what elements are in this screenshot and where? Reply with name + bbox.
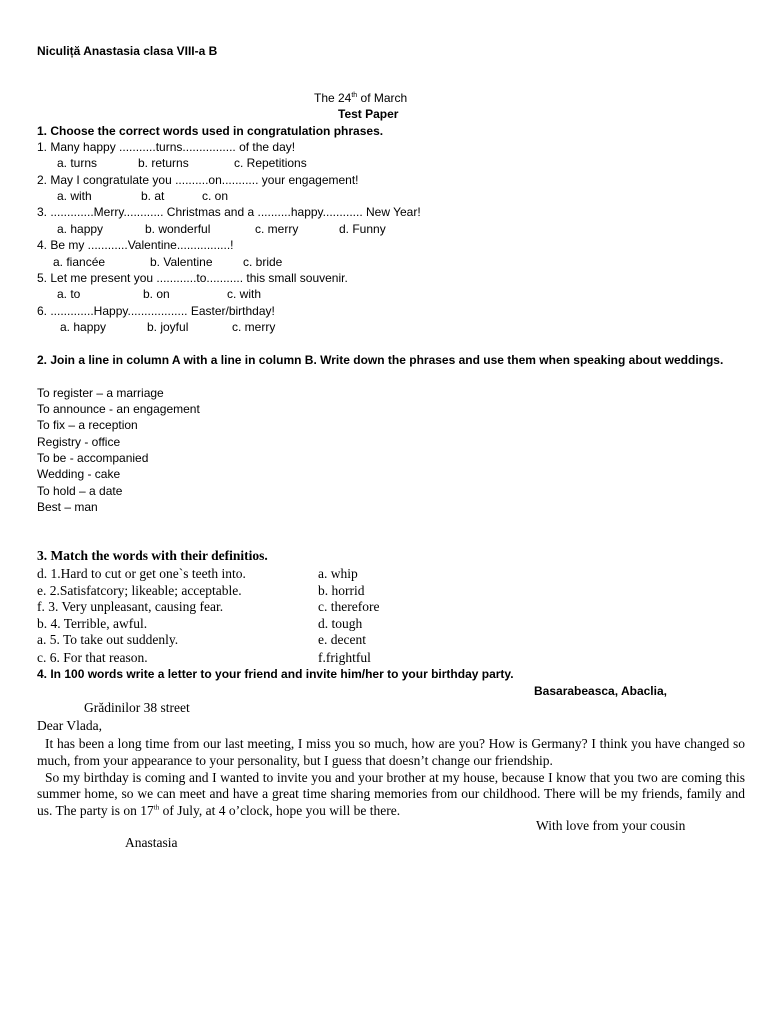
answer-option: a. fiancée [53,255,106,269]
answer-option: c. merry [255,222,299,236]
answer-option: b. Valentine [150,255,213,269]
exercise-1-question: 5. Let me present you ............to........... this small souvenir. [37,271,348,285]
letter-signature: Anastasia [125,835,178,850]
phrase-line: To announce - an engagement [37,402,200,416]
definition-text: b. 4. Terrible, awful. [37,616,148,631]
answer-option: c. merry [232,320,276,334]
exercise-1-question: 3. .............Merry............ Christmas and a ..........happy............ New Year! [37,205,421,219]
answer-option: b. at [141,189,165,203]
exercise-1-title: 1. Choose the correct words used in congratulation phrases. [37,124,384,138]
definition-text: a. 5. To take out suddenly. [37,632,179,647]
answer-option: c. on [202,189,229,203]
answer-option: a. turns [57,156,98,170]
definition-text: e. 2.Satisfatcory; likeable; acceptable. [37,583,242,598]
match-word: c. therefore [318,599,380,614]
phrase-line: To be - accompanied [37,451,149,465]
answer-option: c. bride [243,255,283,269]
letter-greeting: Dear Vlada, [37,718,102,733]
match-word: e. decent [318,632,366,647]
definition-text: d. 1.Hard to cut or get one`s teeth into. [37,566,246,581]
phrase-line: Registry - office [37,435,121,449]
phrase-line: To register – a marriage [37,386,164,400]
phrase-line: To fix – a reception [37,418,138,432]
exercise-1-question: 1. Many happy ...........turns................ of the day! [37,140,296,154]
match-word: a. whip [318,566,358,581]
answer-option: d. Funny [339,222,386,236]
answer-option: b. wonderful [145,222,211,236]
letter-body [37,736,745,820]
answer-option: a. happy [60,320,107,334]
phrase-line: Wedding - cake [37,467,121,481]
exercise-4-title: 4. In 100 words write a letter to your friend and invite him/her to your birthday party. [37,667,514,681]
answer-option: c. Repetitions [234,156,307,170]
answer-option: a. happy [57,222,104,236]
letter-address-street: Grădinilor 38 street [84,700,190,715]
definition-text: f. 3. Very unpleasant, causing fear. [37,599,224,614]
paper-title: Test Paper [338,107,399,121]
exercise-1-question: 6. .............Happy.................. Easter/birthday! [37,304,275,318]
match-word: f.frightful [318,650,371,665]
exercise-3-title: 3. Match the words with their definitios. [37,548,268,563]
match-word: b. horrid [318,583,365,598]
answer-option: b. on [143,287,170,301]
answer-option: b. returns [138,156,189,170]
exercise-1-question: 2. May I congratulate you ..........on........... your engagement! [37,173,359,187]
phrase-line: Best – man [37,500,98,514]
letter-closing: With love from your cousin [536,818,686,833]
letter-address-city: Basarabeasca, Abaclia, [534,684,667,698]
paper-date: The 24th of March [314,91,408,105]
exercise-1-question: 4. Be my ............Valentine................! [37,238,234,252]
answer-option: a. with [57,189,92,203]
phrase-line: To hold – a date [37,484,123,498]
match-word: d. tough [318,616,363,631]
letter-paragraph: So my birthday is coming and I wanted to invite you and your brother at my house, because I know that you two are coming this summer home, so we can meet and have a great time sharing memories from our childhood. There will be my friends, family and us. The party is on 17th of July, at 4 o’clock, hope you will be there. [37,769,745,819]
student-name: Niculiță Anastasia clasa VIII-a B [37,44,218,58]
definition-text: c. 6. For that reason. [37,650,148,665]
answer-option: a. to [57,287,81,301]
exercise-2-title: 2. Join a line in column A with a line in column B. Write down the phrases and use them when speaking about weddings. [37,353,724,367]
answer-option: b. joyful [147,320,189,334]
letter-paragraph: It has been a long time from our last meeting, I miss you so much, how are you? How is Germany? I think you have changed so much, from your appearance to your personality, but I guess that doesn’t change our friendship. [37,736,745,768]
answer-option: c. with [227,287,262,301]
